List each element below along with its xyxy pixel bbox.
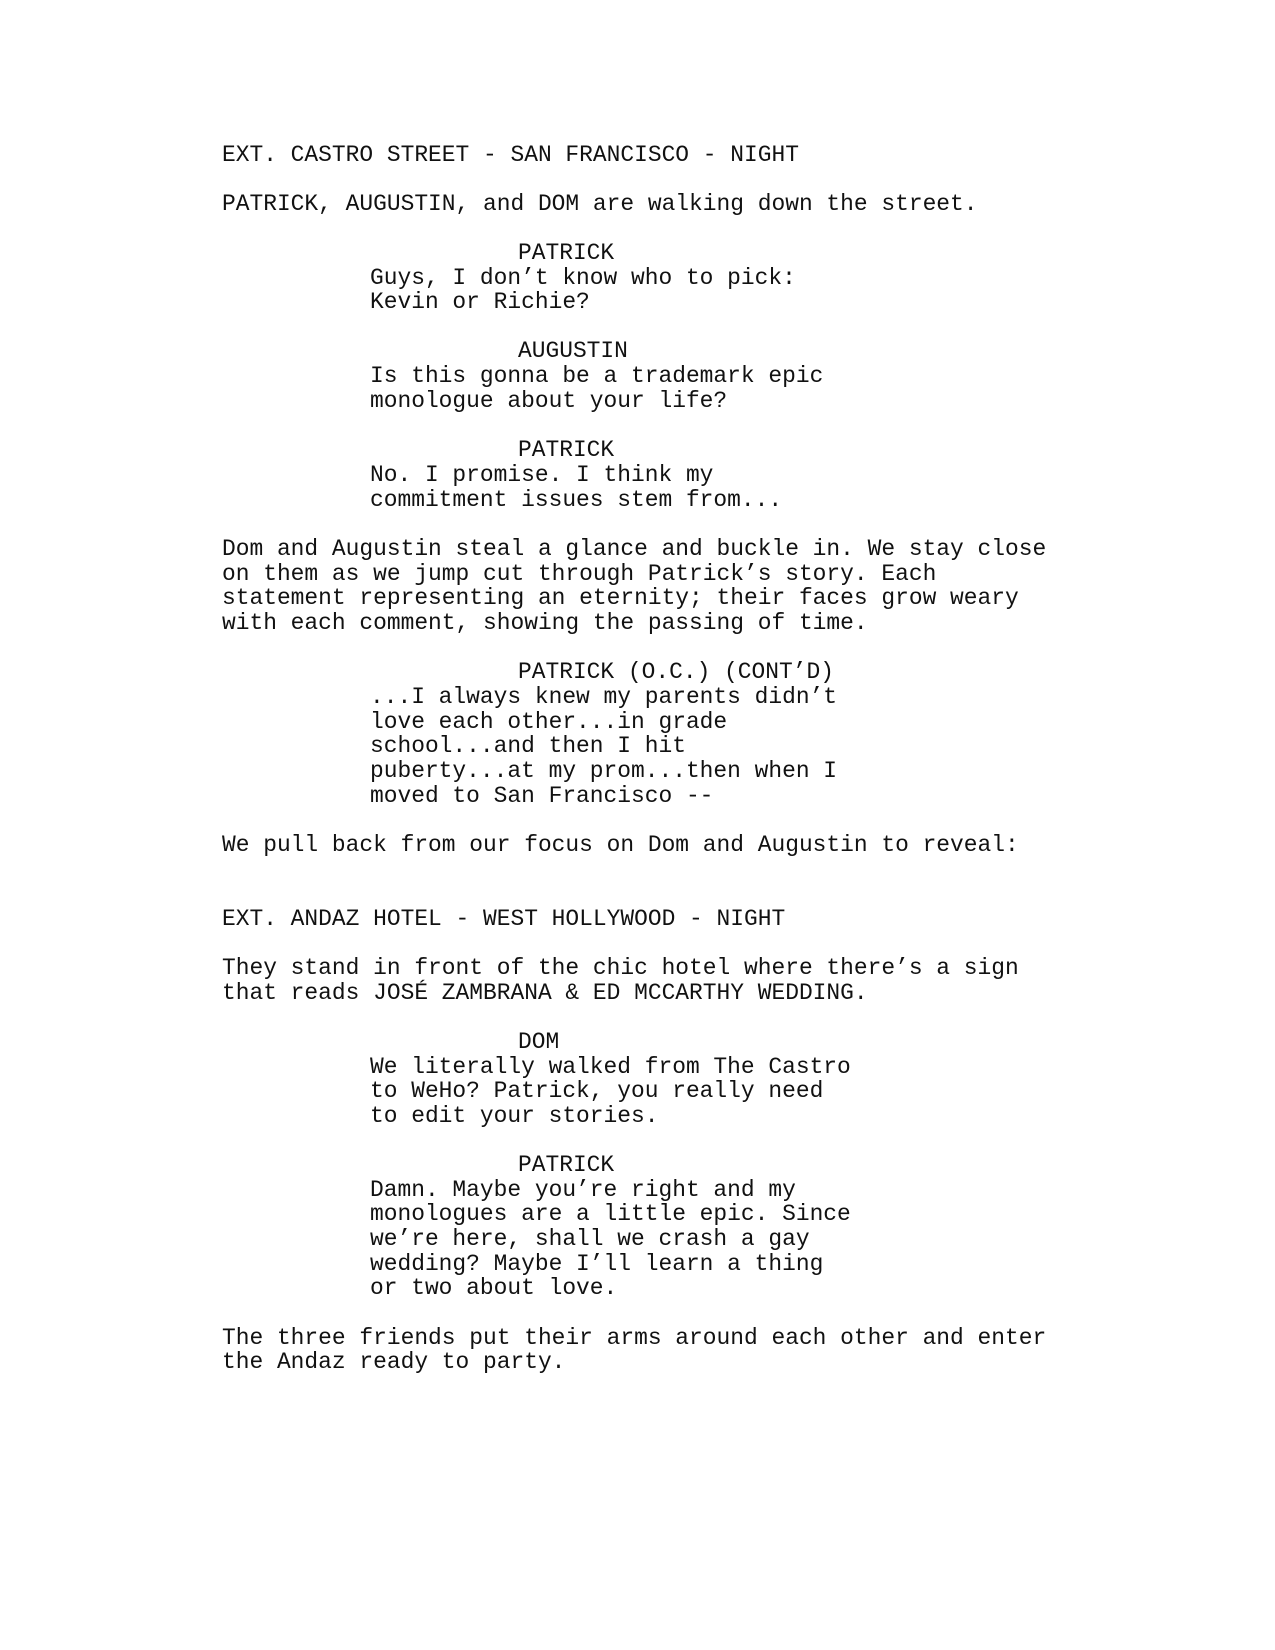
dialogue-line: Damn. Maybe you’re right and my <box>370 1177 796 1203</box>
character-cue: PATRICK <box>518 1152 615 1178</box>
dialogue-line: monologues are a little epic. Since <box>370 1201 851 1227</box>
dialogue-line: monologue about your life? <box>370 388 728 414</box>
character-cue: DOM <box>518 1029 560 1055</box>
dialogue-line: moved to San Francisco -- <box>370 783 714 809</box>
dialogue-line: commitment issues stem from... <box>370 487 783 513</box>
dialogue-line: we’re here, shall we crash a gay <box>370 1226 810 1252</box>
character-cue: AUGUSTIN <box>518 338 628 364</box>
action-line: They stand in front of the chic hotel where there’s a sign <box>222 955 1019 981</box>
dialogue-line: love each other...in grade <box>370 709 728 735</box>
dialogue-line: to edit your stories. <box>370 1103 659 1129</box>
action-line: PATRICK, AUGUSTIN, and DOM are walking down the street. <box>222 191 978 217</box>
dialogue-line: No. I promise. I think my <box>370 462 714 488</box>
dialogue-line: We literally walked from The Castro <box>370 1054 851 1080</box>
action-line: that reads JOSÉ ZAMBRANA & ED MCCARTHY WEDDING. <box>222 980 868 1006</box>
action-line: the Andaz ready to party. <box>222 1349 566 1375</box>
dialogue-line: puberty...at my prom...then when I <box>370 758 838 784</box>
scene-heading: EXT. ANDAZ HOTEL - WEST HOLLYWOOD - NIGHT <box>222 906 786 932</box>
character-cue: PATRICK <box>518 240 615 266</box>
dialogue-line: or two about love. <box>370 1275 618 1301</box>
action-line: statement representing an eternity; their faces grow weary <box>222 585 1019 611</box>
action-line: Dom and Augustin steal a glance and buckle in. We stay close <box>222 536 1047 562</box>
dialogue-line: Kevin or Richie? <box>370 289 590 315</box>
dialogue-line: school...and then I hit <box>370 733 686 759</box>
character-cue: PATRICK (O.C.) (CONT’D) <box>518 659 834 685</box>
dialogue-line: Guys, I don’t know who to pick: <box>370 265 796 291</box>
dialogue-line: to WeHo? Patrick, you really need <box>370 1078 824 1104</box>
character-cue: PATRICK <box>518 437 615 463</box>
action-line: The three friends put their arms around each other and enter <box>222 1325 1047 1351</box>
action-line: with each comment, showing the passing of time. <box>222 610 868 636</box>
dialogue-line: Is this gonna be a trademark epic <box>370 363 824 389</box>
scene-heading: EXT. CASTRO STREET - SAN FRANCISCO - NIGHT <box>222 142 799 168</box>
action-line: on them as we jump cut through Patrick’s story. Each <box>222 561 937 587</box>
action-line: We pull back from our focus on Dom and Augustin to reveal: <box>222 832 1019 858</box>
dialogue-line: wedding? Maybe I’ll learn a thing <box>370 1251 824 1277</box>
dialogue-line: ...I always knew my parents didn’t <box>370 684 838 710</box>
